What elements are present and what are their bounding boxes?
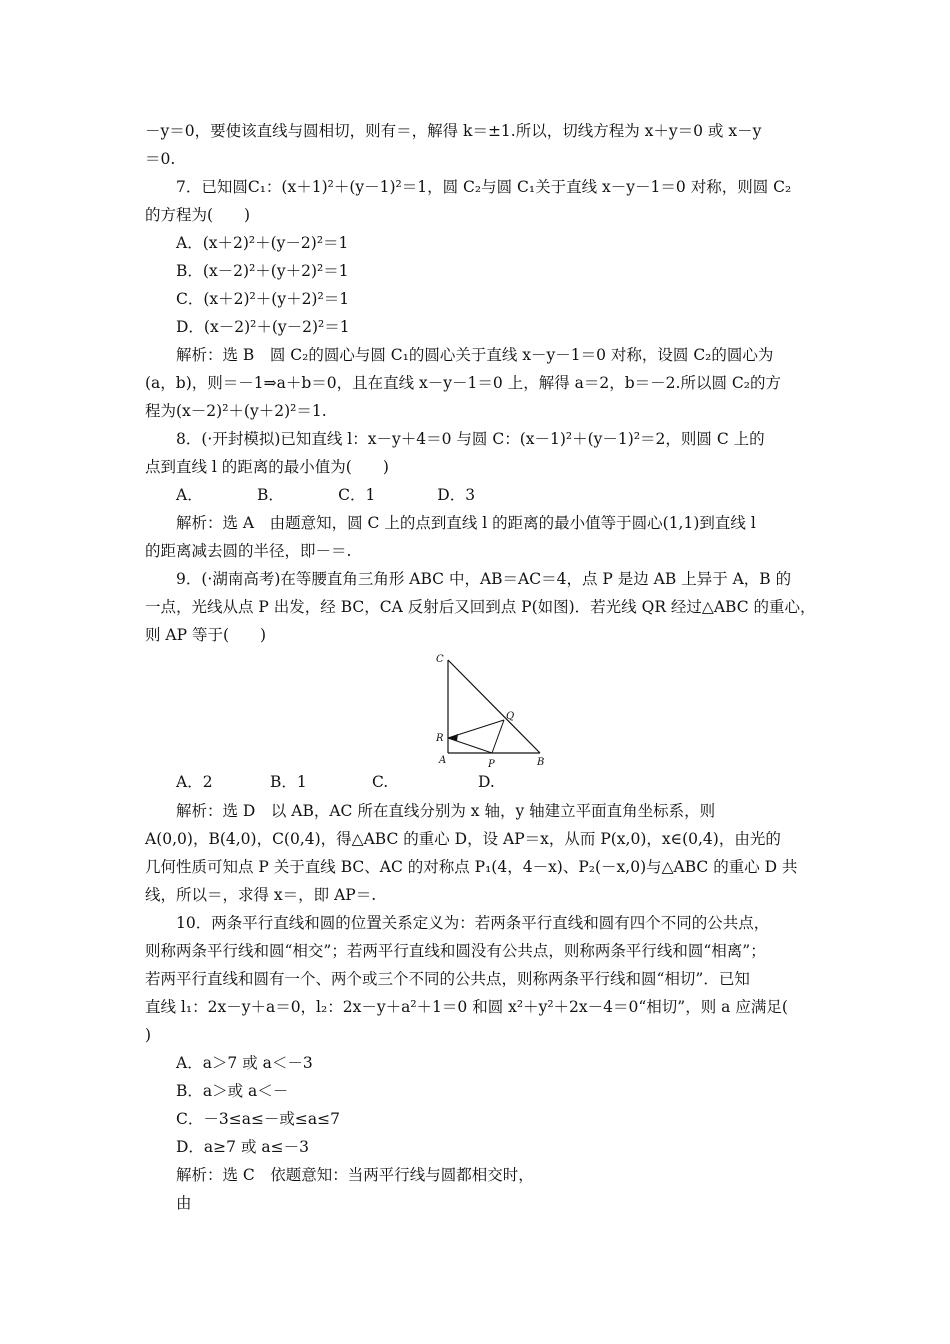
q9-option-d: D. bbox=[478, 773, 495, 791]
option-c: C．－3≤a≤－或≤a≤7 bbox=[176, 1110, 341, 1128]
text-line: ) bbox=[145, 1026, 152, 1044]
text-line: 程为(x－2)²＋(y＋2)²＝1. bbox=[145, 402, 327, 420]
text-line: 几何性质可知点 P 关于直线 BC、AC 的对称点 P₁(4，4－x)、P₂(－x,0)与△ABC 的重心 D 共 bbox=[145, 858, 798, 876]
text-line: 若两平行直线和圆有一个、两个或三个不同的公共点，则称两条平行线和圆“相切”．已知 bbox=[145, 970, 750, 988]
solution-9: 解析：选 D 以 AB，AC 所在直线分别为 x 轴，y 轴建立平面直角坐标系，则 bbox=[176, 802, 716, 820]
question-7-stem: 7．已知圆C₁：(x＋1)²＋(y－1)²＝1，圆 C₂与圆 C₁关于直线 x－y－1＝0 对称，则圆 C₂ bbox=[176, 178, 792, 196]
question-10-stem: 10．两条平行直线和圆的位置关系定义为：若两条平行直线和圆有四个不同的公共点， bbox=[176, 914, 770, 932]
solution-7: 解析：选 B 圆 C₂的圆心与圆 C₁的圆心关于直线 x－y－1＝0 对称，设圆 C₂的圆心为 bbox=[176, 346, 774, 364]
text-line: 由 bbox=[176, 1194, 192, 1212]
text-line: A(0,0)，B(4,0)，C(0,4)，得△ABC 的重心 D，设 AP＝x，从而 P(x,0)，x∈(0,4)，由光的 bbox=[145, 830, 781, 848]
option-a: A．a＞7 或 a＜－3 bbox=[176, 1054, 313, 1072]
label-p: P bbox=[488, 759, 495, 770]
solution-8: 解析：选 A 由题意知，圆 C 上的点到直线 l 的距离的最小值等于圆心(1,1)到直线 l bbox=[176, 514, 756, 532]
text-line: 的方程为( ) bbox=[145, 206, 251, 224]
text-line: 则称两条平行线和圆“相交”；若两平行直线和圆没有公共点，则称两条平行线和圆“相离”； bbox=[145, 942, 766, 960]
q9-option-b: B．1 bbox=[270, 773, 307, 791]
ray-pq bbox=[492, 720, 504, 753]
option-b: B．(x－2)²＋(y＋2)²＝1 bbox=[176, 262, 349, 280]
text-line: 则 AP 等于( ) bbox=[145, 626, 267, 644]
label-a: A bbox=[439, 755, 447, 766]
side-cb bbox=[448, 660, 540, 753]
question-9-stem: 9．(·湖南高考)在等腰直角三角形 ABC 中，AB＝AC＝4，点 P 是边 AB 上异于 A，B 的 bbox=[176, 570, 792, 588]
solution-10: 解析：选 C 依题意知：当两平行线与圆都相交时， bbox=[176, 1166, 534, 1184]
label-q: Q bbox=[506, 711, 515, 722]
option-c: C．(x＋2)²＋(y＋2)²＝1 bbox=[176, 290, 350, 308]
option-b: B．a＞或 a＜－ bbox=[176, 1082, 289, 1100]
question-8-options: A． B． C．1 D．3 bbox=[176, 486, 476, 504]
text-line: (a，b)，则＝－1⇒a＋b＝0，且在直线 x－y－1＝0 上，解得 a＝2，b＝－2.所以圆 C₂的方 bbox=[145, 374, 781, 392]
question-8-stem: 8．(·开封模拟)已知直线 l：x－y＋4＝0 与圆 C：(x－1)²＋(y－1)²＝2，则圆 C 上的 bbox=[176, 430, 765, 448]
text-line: ＝0. bbox=[145, 150, 176, 168]
option-d: D．(x－2)²＋(y－2)²＝1 bbox=[176, 318, 350, 336]
ray-rp bbox=[448, 738, 492, 753]
label-r: R bbox=[436, 733, 444, 744]
text-line: 线，所以＝，求得 x＝，即 AP＝. bbox=[145, 886, 377, 904]
triangle-figure bbox=[430, 648, 560, 770]
label-c: C bbox=[436, 654, 444, 665]
option-a: A．(x＋2)²＋(y－2)²＝1 bbox=[176, 234, 349, 252]
text-line: 点到直线 l 的距离的最小值为( ) bbox=[145, 458, 389, 476]
q9-option-a: A．2 bbox=[176, 773, 213, 791]
label-b: B bbox=[537, 757, 545, 768]
text-line: －y＝0，要使该直线与圆相切，则有＝，解得 k＝±1.所以，切线方程为 x＋y＝0 或 x－y bbox=[145, 122, 762, 140]
text-line: 的距离减去圆的半径，即－＝. bbox=[145, 542, 352, 560]
text-line: 直线 l₁：2x－y＋a＝0，l₂：2x－y＋a²＋1＝0 和圆 x²＋y²＋2x－4＝0“相切”，则 a 应满足( bbox=[145, 998, 788, 1016]
text-line: 一点，光线从点 P 出发，经 BC，CA 反射后又回到点 P(如图)．若光线 QR 经过△ABC 的重心， bbox=[145, 598, 816, 616]
q9-option-c: C. bbox=[372, 773, 389, 791]
option-d: D．a≥7 或 a≤－3 bbox=[176, 1138, 309, 1156]
